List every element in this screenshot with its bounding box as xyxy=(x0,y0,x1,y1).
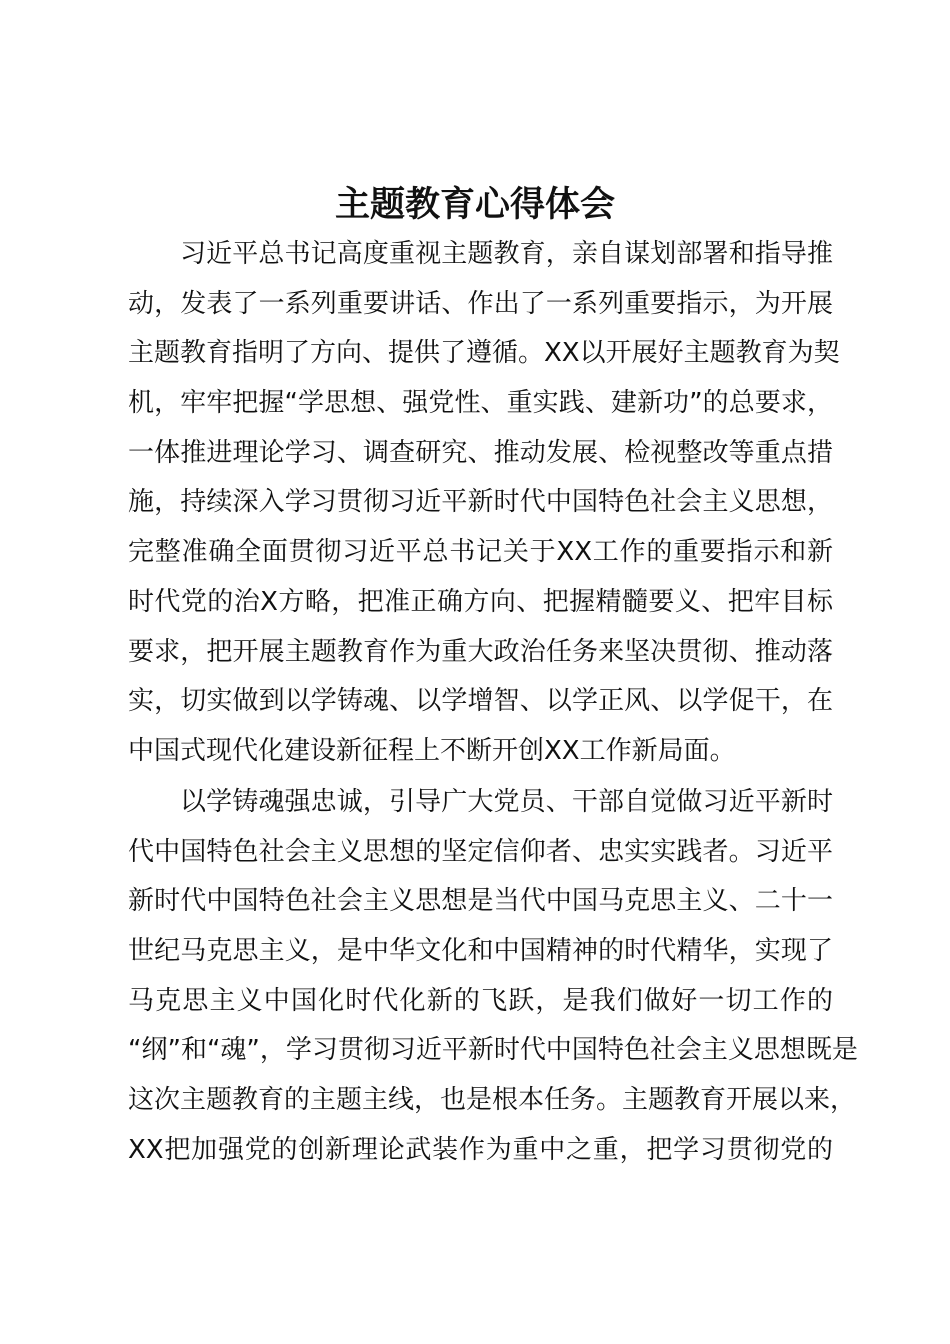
paragraph-line: 代中国特色社会主义思想的坚定信仰者、忠实实践者。习近平 xyxy=(128,836,833,867)
paragraph-line: 主题教育指明了方向、提供了遵循。XX以开展好主题教育为契 xyxy=(128,338,840,369)
paragraph-line: 机，牢牢把握“学思想、强党性、重实践、建新功”的总要求， xyxy=(128,388,833,419)
paragraph-line: “纲”和“魂”，学习贯彻习近平新时代中国特色社会主义思想既是 xyxy=(128,1035,858,1066)
paragraph-line: 时代党的治X方略，把准正确方向、把握精髓要义、把牢目标 xyxy=(128,586,833,617)
paragraph-line: 习近平总书记高度重视主题教育，亲自谋划部署和指导推 xyxy=(180,239,833,269)
document-title: 主题教育心得体会 xyxy=(334,185,615,225)
paragraph-line: 要求，把开展主题教育作为重大政治任务来坚决贯彻、推动落 xyxy=(128,636,833,667)
paragraph-line: 动，发表了一系列重要讲话、作出了一系列重要指示，为开展 xyxy=(128,288,833,319)
paragraph-1 xyxy=(128,230,840,777)
paragraph-line: 新时代中国特色社会主义思想是当代中国马克思主义、二十一 xyxy=(128,886,833,917)
paragraph-line: 这次主题教育的主题主线，也是根本任务。主题教育开展以来， xyxy=(128,1085,857,1116)
paragraph-line: 中国式现代化建设新征程上不断开创XX工作新局面。 xyxy=(128,735,736,766)
paragraph-line: XX把加强党的创新理论武装作为重中之重，把学习贯彻党的 xyxy=(128,1134,833,1165)
paragraph-line: 施，持续深入学习贯彻习近平新时代中国特色社会主义思想， xyxy=(128,487,833,518)
paragraph-line: 一体推进理论学习、调查研究、推动发展、检视整改等重点措 xyxy=(128,437,833,468)
paragraph-line: 实，切实做到以学铸魂、以学增智、以学正风、以学促干，在 xyxy=(128,686,833,717)
paragraph-line: 世纪马克思主义，是中华文化和中国精神的时代精华，实现了 xyxy=(128,936,833,967)
paragraph-line: 以学铸魂强忠诚，引导广大党员、干部自觉做习近平新时 xyxy=(180,787,833,817)
paragraph-2 xyxy=(128,778,858,1176)
paragraph-line: 完整准确全面贯彻习近平总书记关于XX工作的重要指示和新 xyxy=(128,537,833,568)
paragraph-line: 马克思主义中国化时代化新的飞跃，是我们做好一切工作的 xyxy=(128,985,833,1016)
